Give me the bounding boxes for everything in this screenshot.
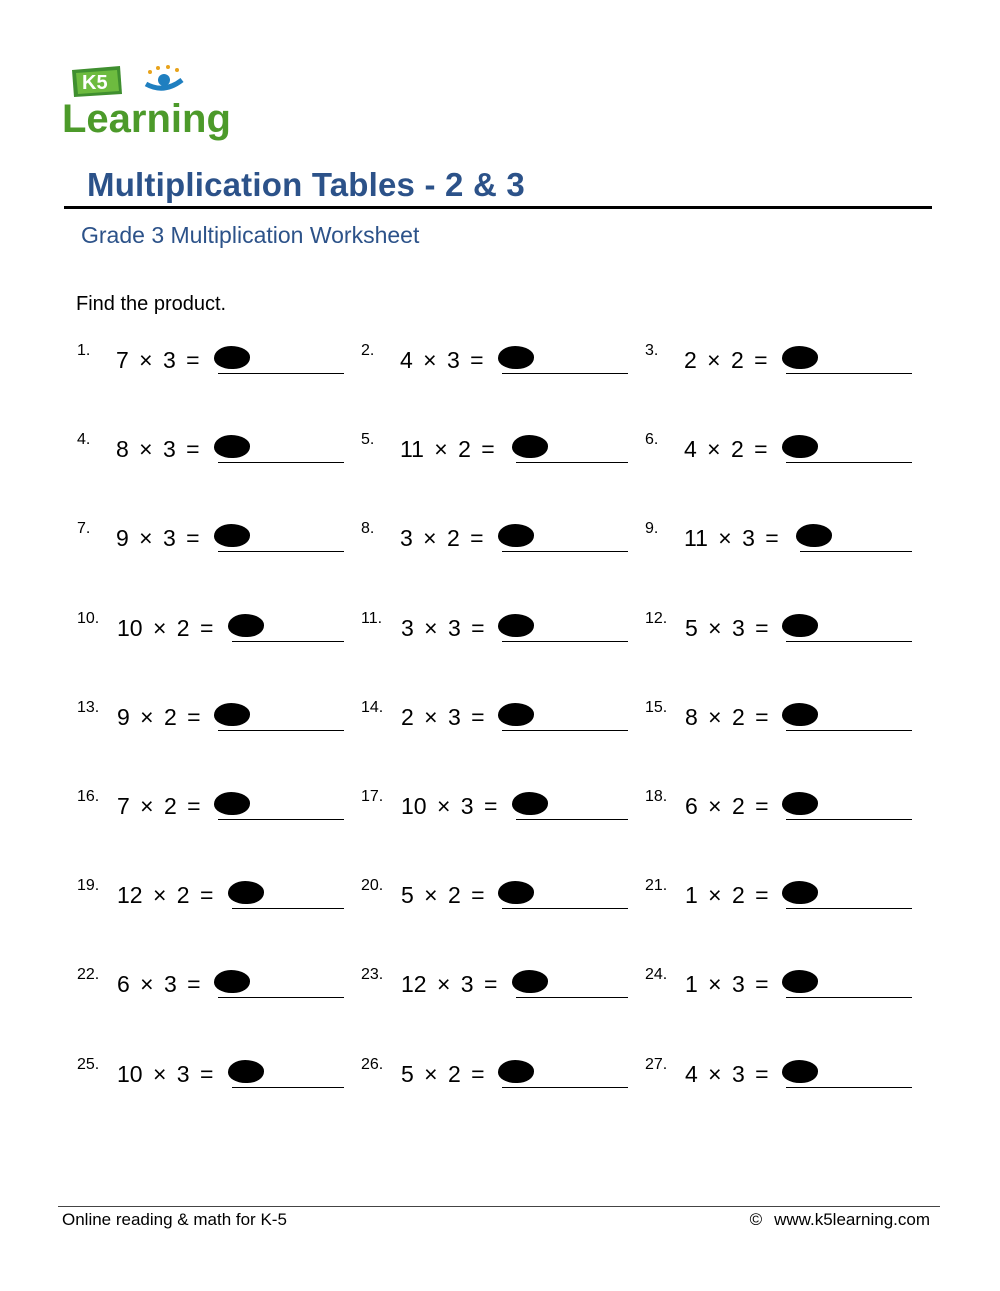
problem-expression: 6 × 3 = [117,971,201,998]
redacted-answer-mark [214,524,250,547]
problem-item [645,878,925,918]
redacted-answer-mark [228,881,264,904]
problem-number: 23. [361,966,384,984]
answer-line[interactable] [218,462,344,463]
problem-expression: 4 × 2 = [684,436,768,463]
redacted-answer-mark [214,346,250,369]
answer-line[interactable] [786,908,912,909]
redacted-answer-mark [782,346,818,369]
problem-expression: 10 × 3 = [401,793,498,819]
answer-line[interactable] [786,641,912,642]
problem-number: 8. [361,520,375,538]
problem-item [77,967,357,1007]
problem-expression: 5 × 2 = [401,1060,485,1087]
problem-number: 9. [645,520,659,538]
problem-item [77,432,357,472]
problem-number: 1. [77,342,91,359]
problem-number: 27. [645,1055,668,1073]
redacted-answer-mark [228,1060,264,1083]
problem-number: 19. [77,877,100,895]
problem-item [361,967,641,1007]
problem-expression: 1 × 3 = [685,971,769,998]
problem-number: 21. [645,877,668,895]
answer-line[interactable] [218,551,344,552]
problem-number: 14. [361,698,384,716]
problem-number: 4. [77,431,91,449]
problem-item [361,789,641,829]
problem-number: 10. [77,609,100,627]
problem-item [645,967,925,1007]
problem-item [645,521,925,561]
problem-expression: 8 × 3 = [116,436,200,463]
redacted-answer-mark [214,970,250,993]
answer-line[interactable] [232,908,344,909]
problem-item [361,343,641,383]
worksheet-title: Multiplication Tables - 2 & 3 [87,166,525,203]
problem-item [361,1057,641,1097]
redacted-answer-mark [512,435,548,458]
problem-item [77,789,357,829]
problem-expression: 8 × 2 = [685,703,769,730]
footer-divider [58,1206,940,1207]
problem-expression: 4 × 3 = [685,1060,769,1087]
worksheet-subtitle: Grade 3 Multiplication Worksheet [81,222,420,248]
redacted-answer-mark [782,703,818,726]
problem-item [77,521,357,561]
answer-line[interactable] [502,373,628,374]
redacted-answer-mark [498,614,534,637]
problem-number: 7. [77,520,91,538]
problem-expression: 2 × 2 = [684,347,768,373]
problem-number: 18. [645,788,668,805]
answer-line[interactable] [786,730,912,731]
answer-line[interactable] [786,997,912,998]
problem-expression: 5 × 2 = [401,882,485,909]
copyright-symbol: © [749,1210,763,1229]
answer-line[interactable] [232,1087,344,1088]
problem-item [645,700,925,740]
redacted-answer-mark [796,524,832,547]
problem-expression: 4 × 3 = [400,347,484,373]
redacted-answer-mark [498,1060,534,1083]
redacted-answer-mark [498,881,534,904]
footer-website-link[interactable]: www.k5learning.com [774,1210,930,1229]
problem-expression: 11 × 3 = [684,525,779,552]
problem-number: 24. [645,966,668,984]
problem-item [645,611,925,651]
problem-item [77,700,357,740]
problem-number: 2. [361,342,375,359]
redacted-answer-mark [228,614,264,637]
problem-number: 6. [645,431,659,449]
problem-item [361,611,641,651]
answer-line[interactable] [786,819,912,820]
problem-item [645,343,925,383]
problem-item [645,789,925,829]
problem-item [645,1057,925,1097]
problem-item [645,432,925,472]
answer-line[interactable] [516,997,628,998]
answer-line[interactable] [218,997,344,998]
problem-item [361,700,641,740]
redacted-answer-mark [214,792,250,815]
problem-expression: 11 × 2 = [400,436,495,463]
redacted-answer-mark [782,1060,818,1083]
answer-line[interactable] [800,551,912,552]
redacted-answer-mark [498,703,534,726]
problem-expression: 9 × 2 = [117,703,201,730]
redacted-answer-mark [498,346,534,369]
redacted-answer-mark [782,614,818,637]
answer-line[interactable] [218,730,344,731]
answer-line[interactable] [786,373,912,374]
answer-line[interactable] [502,551,628,552]
problem-number: 20. [361,877,384,895]
problem-item [77,611,357,651]
answer-line[interactable] [232,641,344,642]
problem-number: 11. [361,609,383,627]
problem-expression: 6 × 2 = [685,793,769,819]
problem-expression: 3 × 3 = [401,614,485,641]
svg-text:Learning: Learning [62,97,231,141]
answer-line[interactable] [502,908,628,909]
problem-expression: 3 × 2 = [400,525,484,552]
problem-expression: 2 × 3 = [401,703,485,730]
problem-expression: 10 × 3 = [117,1060,214,1087]
redacted-answer-mark [512,970,548,993]
answer-line[interactable] [218,373,344,374]
footer-site [750,1210,930,1230]
problem-number: 26. [361,1055,384,1073]
answer-line[interactable] [502,1087,628,1088]
problem-number: 16. [77,788,100,805]
answer-line[interactable] [786,1087,912,1088]
problem-item [77,878,357,918]
redacted-answer-mark [214,435,250,458]
problem-expression: 1 × 2 = [685,882,769,909]
answer-line[interactable] [218,819,344,820]
redacted-answer-mark [782,435,818,458]
redacted-answer-mark [498,524,534,547]
problem-number: 12. [645,609,668,627]
answer-line[interactable] [786,462,912,463]
problem-number: 22. [77,966,100,984]
problem-item [77,1057,357,1097]
problem-number: 15. [645,698,668,716]
instructions-text: Find the product. [76,293,227,315]
problem-expression: 7 × 3 = [116,347,200,373]
redacted-answer-mark [782,881,818,904]
problem-expression: 7 × 2 = [117,793,201,819]
redacted-answer-mark [214,703,250,726]
redacted-answer-mark [782,792,818,815]
svg-text:K5: K5 [82,72,108,94]
problem-item [361,432,641,472]
answer-line[interactable] [516,462,628,463]
problem-expression: 10 × 2 = [117,614,214,641]
problem-number: 3. [645,342,659,359]
problem-item [361,521,641,561]
problem-number: 13. [77,698,100,716]
problem-expression: 9 × 3 = [116,525,200,552]
problem-number: 17. [361,788,384,805]
problem-number: 25. [77,1055,100,1073]
answer-line[interactable] [516,819,628,820]
footer-tagline: Online reading & math for K-5 [62,1210,287,1229]
problem-item [77,343,357,383]
answer-line[interactable] [502,641,628,642]
answer-line[interactable] [502,730,628,731]
redacted-answer-mark [782,970,818,993]
problem-expression: 5 × 3 = [685,614,769,641]
problem-expression: 12 × 3 = [401,971,498,998]
problem-number: 5. [361,431,375,449]
redacted-answer-mark [512,792,548,815]
problem-item [361,878,641,918]
problem-expression: 12 × 2 = [117,882,214,909]
